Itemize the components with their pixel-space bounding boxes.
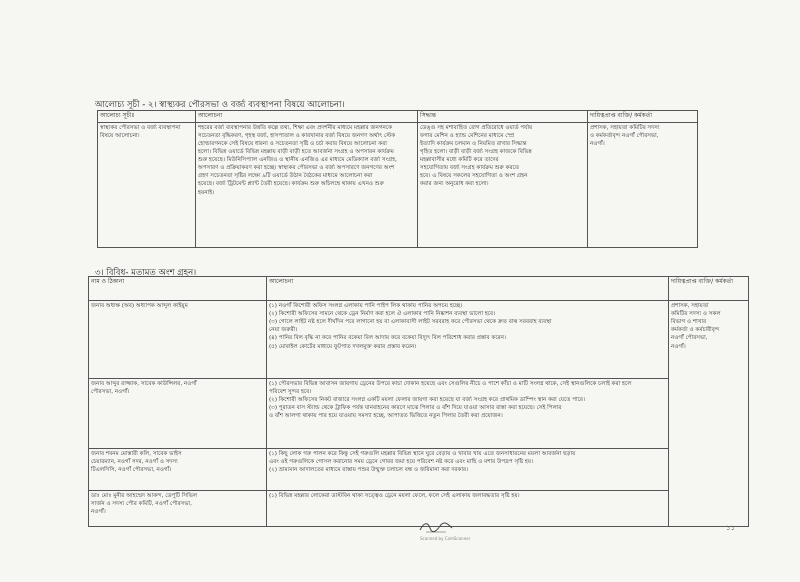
section1-header-discussion: আলোচনা	[196, 111, 418, 123]
table-row	[89, 379, 749, 449]
text-line: চেয়ারম্যান, নওগাঁ সদর, নওগাঁ ও সদস্য	[91, 459, 178, 466]
section1-topic: স্বাস্থ্যকর পৌরসভা ও বর্জ্য ব্যবস্থাপনা বিষয়ে আলোচনা।	[100, 124, 181, 139]
text-line: জনাব অধ্যক্ষ (অব) অধ্যাপক আব্দুল কাইয়ুম	[91, 303, 188, 309]
section1-header-topic: আলোচ্য সূচীঃ	[98, 111, 196, 123]
text-line: শুরু হয়েছে। মিউনিসিপ্যাল এনজিও ও স্থানীয় এনজিও এর মাধ্যমে মেডিক্যাল বর্জ্য সংগ্রহ,	[198, 157, 397, 164]
text-line: নওগাঁ।	[590, 140, 605, 147]
speaker-name-cell	[89, 379, 267, 449]
text-line: ও বাঁশ আলগা থাকায় পার হয়ে যাওয়ায় সমস্যা হচ্ছে, আপাতত ভিত্তিতে নতুন পিলার তৈরী করা প্রয়োজন।	[269, 413, 503, 420]
text-line: সহযোগিতায় বর্জ্য সংগ্রহ কার্যক্রম শুরু করতে	[420, 165, 520, 172]
section1-heading: আলোচ্য সূচী - ২। স্বাস্থ্যকর পৌরসভা ও বর্জ্য ব্যবস্থাপনা বিষয়ে আলোচনা।	[95, 100, 345, 110]
speaker-name-cell	[89, 301, 267, 379]
text-line: প্রশাসক, সহায়তা কমিটির সদস্য	[590, 124, 660, 131]
text-line: প্রশাসক, সহায়তা	[671, 303, 709, 309]
section1-decision-cell	[418, 122, 588, 247]
text-line: টিএলসিসি, নওগাঁ পৌরসভা, নওগাঁ।	[91, 467, 172, 474]
table-row	[89, 301, 749, 379]
speaker-name-cell	[89, 491, 267, 527]
section2-header-discussion: আলোচনা	[267, 277, 669, 301]
speaker-discussion-cell	[267, 301, 669, 379]
section2-heading: ৩। বিবিধ- মতামত অংশ গ্রহন।	[95, 268, 197, 278]
section1-topic-cell	[98, 122, 196, 247]
section2-header-row	[89, 277, 749, 301]
speaker-discussion-cell	[267, 491, 669, 527]
section1-header-decision: সিদ্ধান্ত	[418, 111, 588, 123]
speaker-discussion-cell	[267, 379, 669, 449]
text-line: ডেঙ্গু সহ মশাবাহিত রোগ প্রতিরোধে ওয়ার্ড পর্যায়	[420, 124, 533, 131]
text-line: হবে। এ বিষয়ে সকলের সহযোগিতা ও অংশ গ্রহন	[420, 173, 528, 180]
text-line: (২) ভ্রাম্যমান আদালতের মাধ্যমে রাস্তায় পশুর উন্মুক্ত চলাচল বন্ধ ও জরিমানা করা দরকার।	[269, 467, 469, 474]
text-line: নেয়া জরুরী।	[269, 327, 298, 334]
text-line: অপসারণ ও প্রক্রিয়াকরণ করা হচ্ছে। স্বাস্থ্যকর পৌরসভা ও বর্জ্য অপসারণে জনগণের অংশ	[198, 165, 395, 172]
text-line: জনাব আব্দুর রাজ্জাক, সাবেক কাউন্সিলর, নওগাঁ	[91, 381, 197, 387]
section1-table	[97, 110, 698, 248]
section1-header-responsible: দায়িত্বপ্রাপ্ত ব্যক্তি/ কর্মকর্তা	[588, 111, 698, 123]
section1-discussion-cell	[196, 122, 418, 247]
text-line: (১) পৌরসভার বিভিন্ন আবাসন জায়গায় ড্রেনের উপরে কাচা দোকান হয়েছে এবং সেগুলির নীচে ও পাশে কাঁচা ও মাটি সংলগ্ন থাকে, সেই স্থানগুলিকে চলাই করা হলে	[269, 381, 632, 387]
text-line: মহল্লাবাসীর মধ্যে কমিটি করে তাদের	[420, 157, 499, 164]
section1-header-row	[98, 111, 698, 123]
text-line: (৩) পুরাতন বাস স্ট্যান্ড থেকে ট্রাফিক পর্যন্ত যানবাহনের কারণে মাঝে পিলার ও বাঁশ দিয়ে যাওয়া আসার রাস্তা করা হয়েছে। সেই পিলার	[269, 405, 562, 412]
section1-row	[98, 122, 698, 247]
text-line: (২) কিশোরী অফিসের নিকট বাজারে সংলগ্ন একটি ময়লা ফেলার জায়গা করা হয়েছে যা বর্জ্য সংগ্রহ করে প্রাথমিক ডাম্পিং স্থান করা যেতে পারে।	[269, 397, 585, 404]
text-line: (৫) মোবাইল কোর্টের মাধ্যমে ফুটপাত দখলমুক্ত করার প্রস্তাব করেন।	[269, 343, 417, 350]
text-line: নওগাঁ।	[91, 509, 106, 516]
text-line: (৩) গোলে লাইট নষ্ট হলে দীর্ঘদিন পরে লাগানো হয় বা এলাকাবাসী লাইট সরবরাহ করে পৌরসভা থেকে দ্রুত বাল্ব সরবরাহ ব্যবস্থা	[269, 319, 552, 326]
text-line: গৃহিত হলো। বাড়ী বাড়ী বর্জ্য সংগ্রহ কাজকে বিভিন্ন	[420, 149, 532, 156]
text-line: সচেতনতা বৃদ্ধিকরণ, গৃহস্থ বর্জ্য, হাসপাতাল ও কারখানার বর্জ্য বিষয়ে জনগণ অর্থাৎ স্টেক	[198, 132, 396, 139]
text-line: জনাব শবনম মোস্তারী কলি, সাবেক ভাইস	[91, 451, 182, 457]
text-line: কর্মকর্তা ও কর্মচারীবৃন্দ	[671, 327, 720, 334]
text-line: কমিটির সদস্য ও সকল	[671, 311, 721, 318]
text-line: এবং ওই গরুগুলিকে গোসল করানোর সময় ড্রেনে গোবর জমা হয়ে পরিবেশ নষ্ট করে এবং মাছি ও মশার উপদ্রপ সৃষ্টি হয়।	[269, 459, 534, 466]
text-line: নওগাঁ পৌরসভা,	[671, 335, 708, 342]
text-line: ও কর্মকর্তাবৃন্দ নওগাঁ পৌরসভা,	[590, 132, 659, 139]
section2-table	[88, 276, 749, 527]
text-line: হয়নাই।	[198, 189, 215, 196]
text-line: (২) কিশোরী অফিসের সামনে থেকে ড্রেন নির্মাণ করা হলে ঐ এলাকার পানি নিষ্কাশন ব্যবস্থা ভালো হবে।	[269, 311, 496, 318]
text-line: হয়েছে। বর্জ্য ট্রিটমেন্ট প্ল্যান্ট তৈরী হয়েছে। কার্যক্রম শুরু অচিলম্বে থাকায় এখনও শুরু	[198, 181, 384, 188]
text-line: (১) কিছু লোক গরু পালন করে কিন্তু সেই গরুগুলি মহল্লার বিভিন্ন স্থানে ঘুরে বেড়ায় ও খাবার খায় এতে জনসাধারনের ময়লা আবর্জনা ছড়ায়	[269, 451, 576, 457]
text-line: নওগাঁ।	[671, 343, 686, 350]
text-line: বিভাগ ও শাখার	[671, 319, 707, 326]
text-line: পরিবেশ সুন্দর হবে।	[269, 389, 312, 396]
section2-header-responsible: দায়িত্বপ্রাপ্ত ব্যক্তি/ কর্মকর্তা	[669, 277, 749, 301]
text-line: সার্জন ও সদস্য পৌর কমিটি, নওগাঁ পৌরসভা,	[91, 501, 192, 508]
text-line: (১) বিভিন্ন মহল্লার লোকেরা ডাস্টবিন থাকা সত্ত্বেও ড্রেনে ময়লা ফেলে, ফলে সেই এলাকায় জলাবদ্ধতার সৃষ্টি হয়।	[269, 493, 520, 499]
text-line: ফগার মেশিন ও হ্যান্ড মেশিনের মাধ্যমে স্প্রে	[420, 132, 515, 139]
text-line: করার জন্য অনুরোধ করা হলো।	[420, 181, 489, 188]
text-line: হোল্ডারগনকে সেই বিষয়ে ধারনা ও সচেতনতা সৃষ্টি ও চর্চা করার বিষয়ে আলোচনা করা	[198, 140, 387, 147]
text-line: শহরের বর্জ্য ব্যবস্থাপনার উন্নতি কল্পে তথ্য, শিক্ষা এবং প্রদর্শনীর মাধ্যমে মহল্লার জনগনকে	[198, 124, 393, 131]
speaker-discussion-cell	[267, 449, 669, 491]
text-line: পৌরসভা, নওগাঁ।	[91, 389, 130, 396]
text-line: ইত্যাদি কার্যক্রম চলমান ও নিয়মিত রাখার সিদ্ধান্ত	[420, 140, 527, 147]
table-row	[89, 449, 749, 491]
section1-responsible-cell	[588, 122, 698, 247]
speaker-name-cell	[89, 449, 267, 491]
text-line: হলো। বিভিন্ন ওয়ার্ডে বিভিন্ন মহল্লায় বাড়ী বাড়ী হতে আবর্জনা সংগ্রহ ও অপসারন কার্যক্রম	[198, 149, 394, 156]
text-line: গ্রহণ সচেতনতা সৃষ্টির লক্ষ্যে ৯টি ওয়ার্ডে উঠান বৈঠকের মাধ্যমে আলোচনা করা	[198, 173, 373, 180]
text-line: (৪) পানির বিল বৃদ্ধি না করে পানির বকেয়া বিল আদায় করে বকেয়া বিদ্যুৎ বিল পরিশোধ করার প্রস্তাব করেন।	[269, 335, 507, 342]
page-number: ১১	[726, 524, 736, 532]
text-line: ডাঃ মোঃ মুনীর আহম্মেদ আকন্দ, ডেপুটি সিভিল	[91, 493, 198, 499]
section2-header-name: নাম ও ঠিকানা	[89, 277, 267, 301]
signature-image	[418, 520, 454, 534]
text-line: (১) নওগাঁ কিশোরী অফিস সংলগ্ন এলাকায় পানি পাইপ লিক থাকায় পানির অপচয় হচ্ছে।	[269, 303, 463, 309]
responsible-cell	[669, 301, 749, 527]
scanner-stamp: Scanned by CamScanner	[420, 536, 471, 541]
